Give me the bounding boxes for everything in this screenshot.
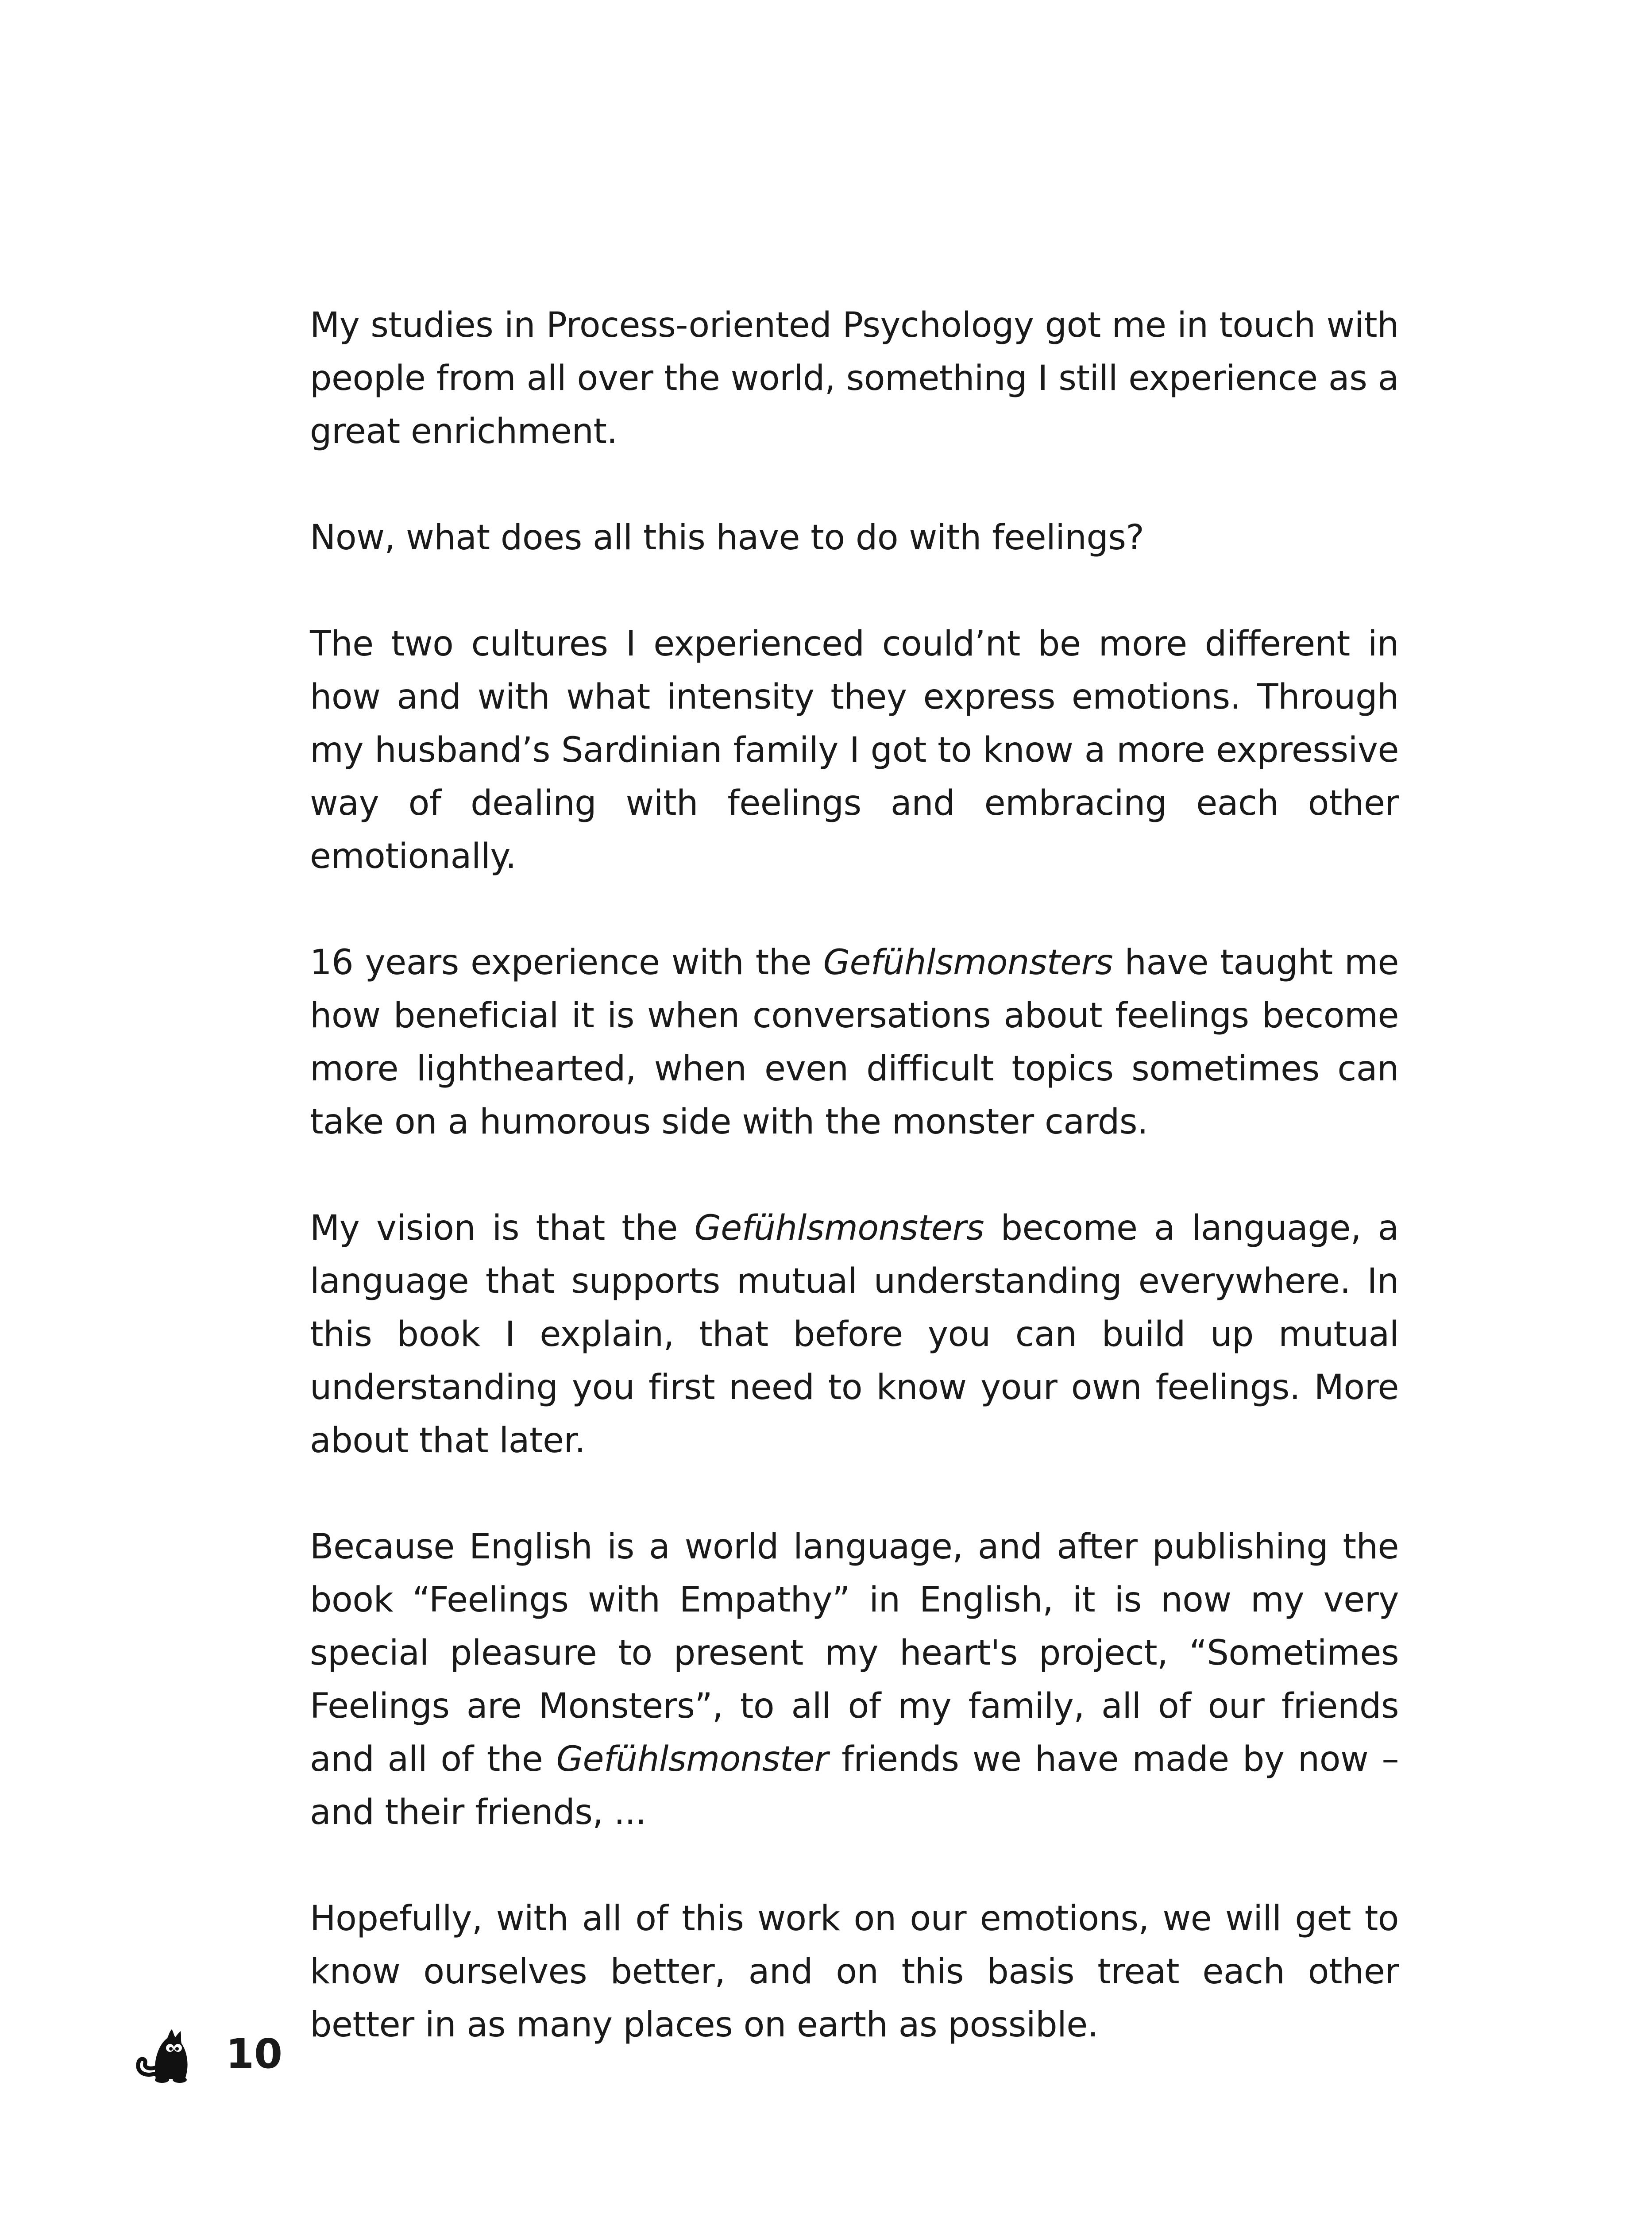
paragraph-cultures: The two cultures I experienced could’nt be more different in how and with what intensity they express emotions. Through my husband’s Sardinian family I got to know a more expressive way of dealing with feelings and embracing each other emotionally.: [310, 624, 1399, 876]
page-number: 10: [226, 2030, 283, 2078]
paragraph-english-start: Because English is a world language, and after publishing the book “Feelings with Empathy” in English, it is now my very special pleasure to present my heart's project, “Sometimes Feelings are Monsters”, to all of my family, all of our friends and all of the: [310, 1527, 1399, 1779]
paragraph-english: [310, 1520, 1399, 1839]
paragraph-experience: [310, 936, 1399, 1149]
paragraph-experience-term: Gefühlsmonsters: [823, 943, 1113, 983]
paragraph-hope: Hopefully, with all of this work on our emotions, we will get to know ourselves better, and on this basis treat each other better in as many places on earth as possible.: [310, 1899, 1399, 2045]
paragraph-experience-start: 16 years experience with the: [310, 943, 823, 983]
body-text: [310, 299, 1399, 2105]
paragraph-question: Now, what does all this have to do with feelings?: [310, 518, 1144, 558]
paragraph-vision-term: Gefühlsmonsters: [694, 1208, 984, 1248]
page-footer: [133, 2009, 282, 2098]
paragraph-experience-end: have taught me how beneficial it is when conversations about feelings become more lighthearted, when even difficult topics sometimes can take on a humorous side with the monster cards.: [310, 943, 1399, 1142]
paragraph-english-term: Gefühlsmonster: [556, 1739, 829, 1779]
paragraph-vision: [310, 1202, 1399, 1467]
paragraph-studies: My studies in Process-oriented Psychology got me in touch with people from all over the world, something I still experience as a great enrichment.: [310, 305, 1399, 451]
paragraph-vision-start: My vision is that the: [310, 1208, 695, 1248]
paragraph-english-end: friends we have made by now – and their friends, ...: [310, 1739, 1399, 1832]
paragraph-vision-end: become a language, a language that supports mutual understanding everywhere. In this book I explain, that before you can build up mutual understanding you first need to know your own feelings. More about that later.: [310, 1208, 1399, 1461]
monster-icon: [133, 2020, 195, 2087]
